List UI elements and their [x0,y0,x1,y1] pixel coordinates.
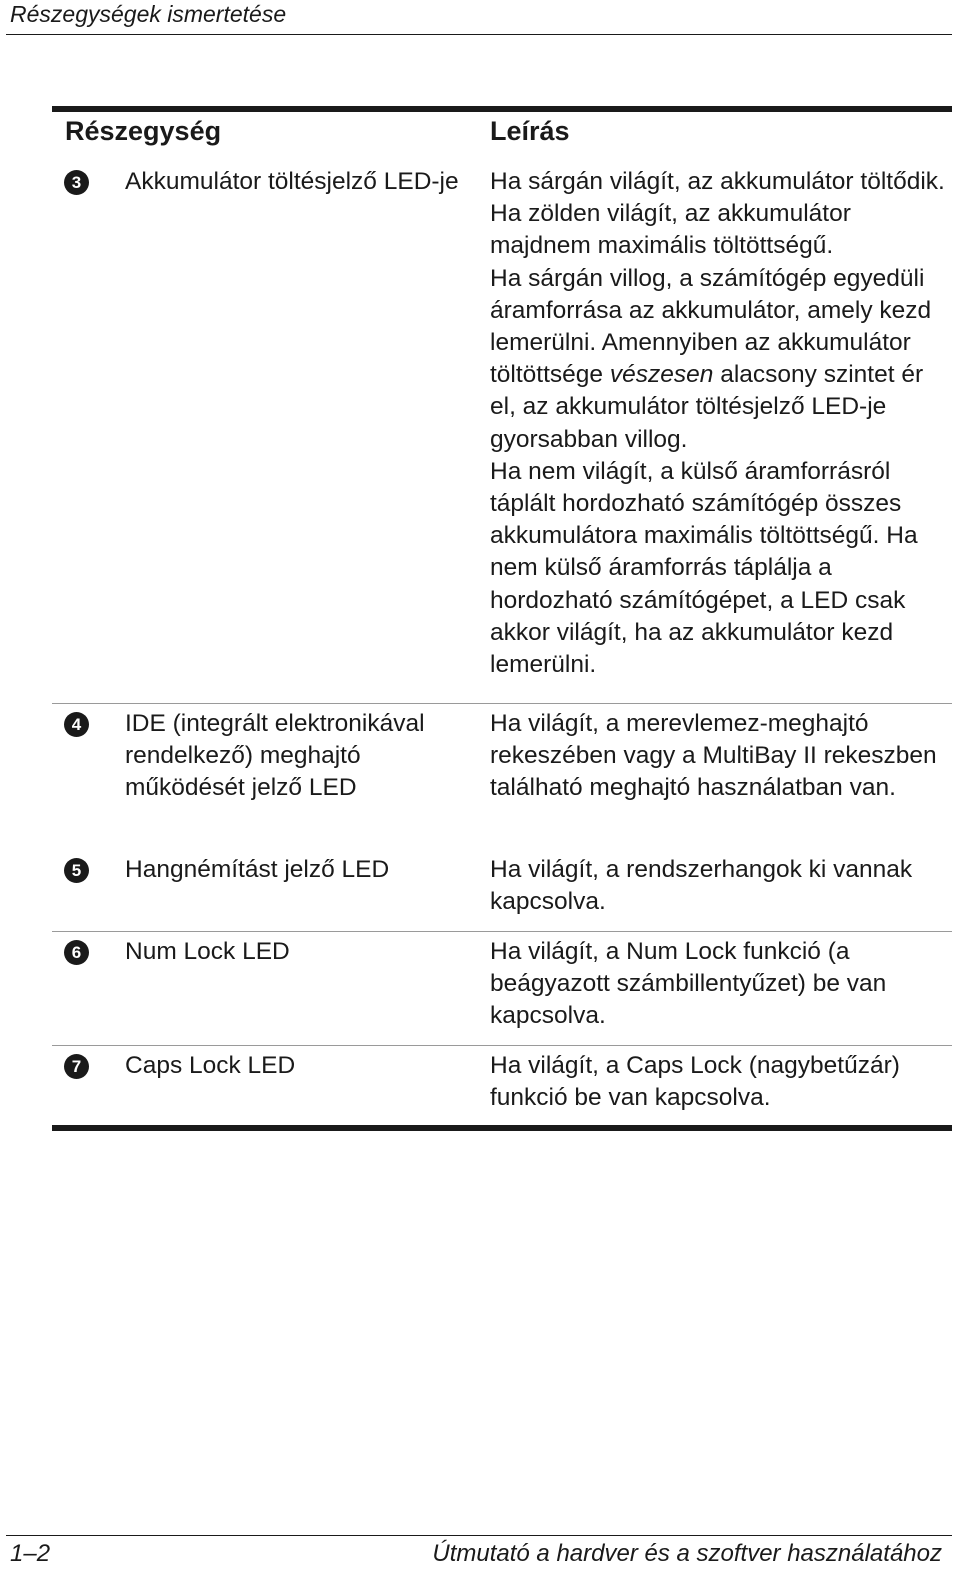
description-paragraph: Ha világít, a merevlemez-meghajtó rekeszében vagy a MultiBay II rekeszben található meghajtó használatban van. [490,710,937,802]
emphasis-text: vészesen [609,361,714,389]
description-cell [490,166,952,681]
row-number-badge: 4 [64,712,89,737]
description-cell [490,708,952,805]
description-text: Ha sárgán villog, a számítógép egyedüli áramforrása az akkumulátor, amely kezd lemerülni. Amennyiben az akkumulátor töltöttsége [490,264,932,389]
part-name: Caps Lock LED [125,1052,296,1079]
description-paragraph: Ha világít, a Num Lock funkció (a beágyazott számbillentyűzet) be van kapcsolva. [490,938,887,1030]
description-paragraph: Ha sárgán világít, az akkumulátor töltődik. [490,168,945,195]
description-text: alacsony szintet ér el, az akkumulátor töltésjelző LED-je gyorsabban villog. [490,361,924,453]
description-paragraph [490,263,952,456]
row-number-badge: 5 [64,858,89,883]
description-cell [490,1050,952,1114]
table-bottom-rule [52,1125,952,1131]
footer-rule [6,1535,952,1536]
column-header-description: Leírás [490,116,570,146]
page-number: 1–2 [10,1540,51,1567]
part-name: Hangnémítást jelző LED [125,856,390,883]
description-paragraph: Ha nem világít, a külső áramforrásról táplált hordozható számítógép összes akkumulátora maximális töltöttségű. Ha nem külső áramforrás táplálja a hordozható számítógépet, a LED csak akkor világít, ha az akkumulátor kezd lemerülni. [490,457,918,679]
running-header: Részegységek ismertetése [10,1,287,27]
description-paragraph: Ha világít, a rendszerhangok ki vannak kapcsolva. [490,856,913,916]
table-top-rule [52,106,952,112]
row-divider [52,703,952,704]
part-name: Akkumulátor töltésjelző LED-je [125,168,459,195]
footer-title: Útmutató a hardver és a szoftver használatához [432,1540,942,1567]
row-divider [52,931,952,932]
description-paragraph: Ha világít, a Caps Lock (nagybetűzár) funkció be van kapcsolva. [490,1052,900,1112]
row-number-badge: 6 [64,940,89,965]
part-name: Num Lock LED [125,938,290,965]
description-cell [490,936,952,1033]
column-header-part: Részegység [65,116,222,146]
row-number-badge: 7 [64,1054,89,1079]
row-number-badge: 3 [64,170,89,195]
row-divider [52,1045,952,1046]
header-rule [6,34,952,35]
description-cell [490,854,952,918]
part-name: IDE (integrált elektronikával rendelkező) meghajtó működését jelző LED [125,710,425,802]
description-paragraph: Ha zölden világít, az akkumulátor majdnem maximális töltöttségű. [490,200,851,260]
